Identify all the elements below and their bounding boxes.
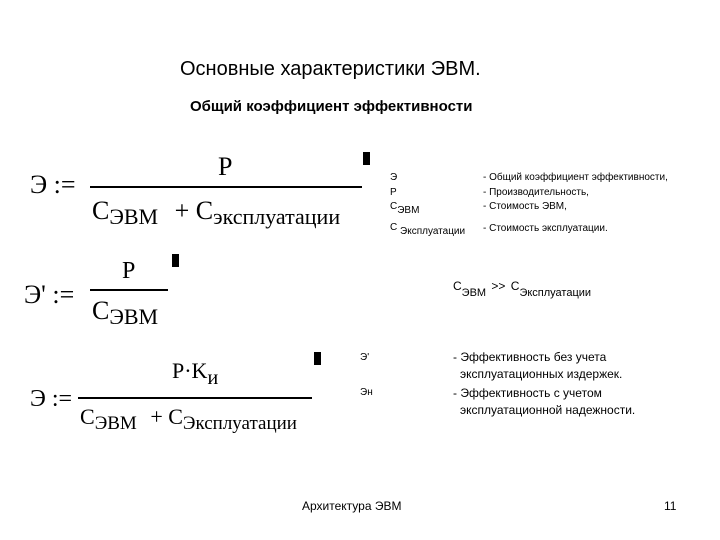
formula-3-denominator xyxy=(80,404,297,434)
formula-2-marker xyxy=(172,254,179,267)
legend-1-sym-2: P xyxy=(390,187,397,198)
legend-1-sym-1: Э xyxy=(390,172,398,183)
legend-1-desc-4: - Стоимость эксплуатации. xyxy=(483,223,608,234)
legend-2-sym-1: Э' xyxy=(360,352,370,363)
formula-1-den-c2: C xyxy=(195,196,214,225)
slide-footer: Архитектура ЭВМ xyxy=(302,499,402,513)
legend-2-desc-2-line-1: - Эффективность с учетом xyxy=(453,386,602,400)
formula-3-den-c1: C xyxy=(80,404,95,429)
formula-1-fraction-bar xyxy=(90,186,362,188)
legend-1-desc-3: - Стоимость ЭВМ, xyxy=(483,201,567,212)
relation-c2: C xyxy=(510,279,520,293)
page-number: 11 xyxy=(664,499,677,513)
legend-1-sym-4-sub: Эксплуатации xyxy=(400,226,466,237)
formula-2-numerator: P xyxy=(122,258,136,284)
legend-1-desc-1: - Общий коэффициент эффективности, xyxy=(483,172,668,183)
formula-1-numerator: P xyxy=(218,152,233,181)
formula-1-den-sub2: эксплуатации xyxy=(213,204,341,229)
legend-1-desc-2: - Производительность, xyxy=(483,187,589,198)
formula-2-denominator xyxy=(92,296,159,329)
formula-1-marker xyxy=(363,152,370,165)
formula-3-den-sub1: ЭВМ xyxy=(94,413,137,434)
relation-op: >> xyxy=(491,279,506,293)
formula-3-num-sub: и xyxy=(207,367,219,389)
relation-sub1: ЭВМ xyxy=(461,287,487,299)
formula-3-numerator xyxy=(172,358,219,389)
relation-c1: C xyxy=(453,279,462,293)
slide-title: Основные характеристики ЭВМ. xyxy=(180,58,481,80)
legend-1-sym-4-c: C xyxy=(390,222,398,233)
formula-3-fraction-bar xyxy=(78,397,312,399)
formula-3-den-plus: + xyxy=(150,404,163,429)
relation-sub2: Эксплуатации xyxy=(519,287,592,299)
slide-subtitle: Общий коэффициент эффективности xyxy=(190,98,473,115)
legend-1-sym-3-c: C xyxy=(390,201,398,212)
legend-2-desc-2-line-2: эксплуатационной надежности. xyxy=(460,403,636,417)
formula-1-denominator xyxy=(92,196,341,229)
cost-relation xyxy=(453,279,592,299)
legend-2-desc-1-line-2: эксплуатационных издержек. xyxy=(460,367,623,381)
formula-3-num-main: P·K xyxy=(172,358,208,383)
legend-1-sym-3 xyxy=(390,201,420,216)
formula-3-den-sub2: Эксплуатации xyxy=(182,413,297,434)
formula-1-den-sub1: ЭВМ xyxy=(109,204,159,229)
legend-2-desc-1-line-1: - Эффективность без учета xyxy=(453,350,607,364)
formula-1-den-c1: C xyxy=(92,196,110,225)
legend-1-sym-3-sub: ЭВМ xyxy=(397,205,420,216)
legend-2-sym-2: Эн xyxy=(360,387,373,398)
legend-1-sym-4 xyxy=(390,222,466,237)
formula-3-lhs: Э := xyxy=(30,386,73,412)
formula-2-den-sub: ЭВМ xyxy=(109,304,159,329)
formula-3-den-c2: C xyxy=(168,404,183,429)
formula-3-marker xyxy=(314,352,321,365)
formula-2-lhs: Э' := xyxy=(24,280,75,309)
formula-1-lhs: Э := xyxy=(30,170,76,199)
formula-2-fraction-bar xyxy=(90,289,168,291)
formula-1-den-plus: + xyxy=(174,196,190,225)
formula-2-den-c: C xyxy=(92,296,110,325)
